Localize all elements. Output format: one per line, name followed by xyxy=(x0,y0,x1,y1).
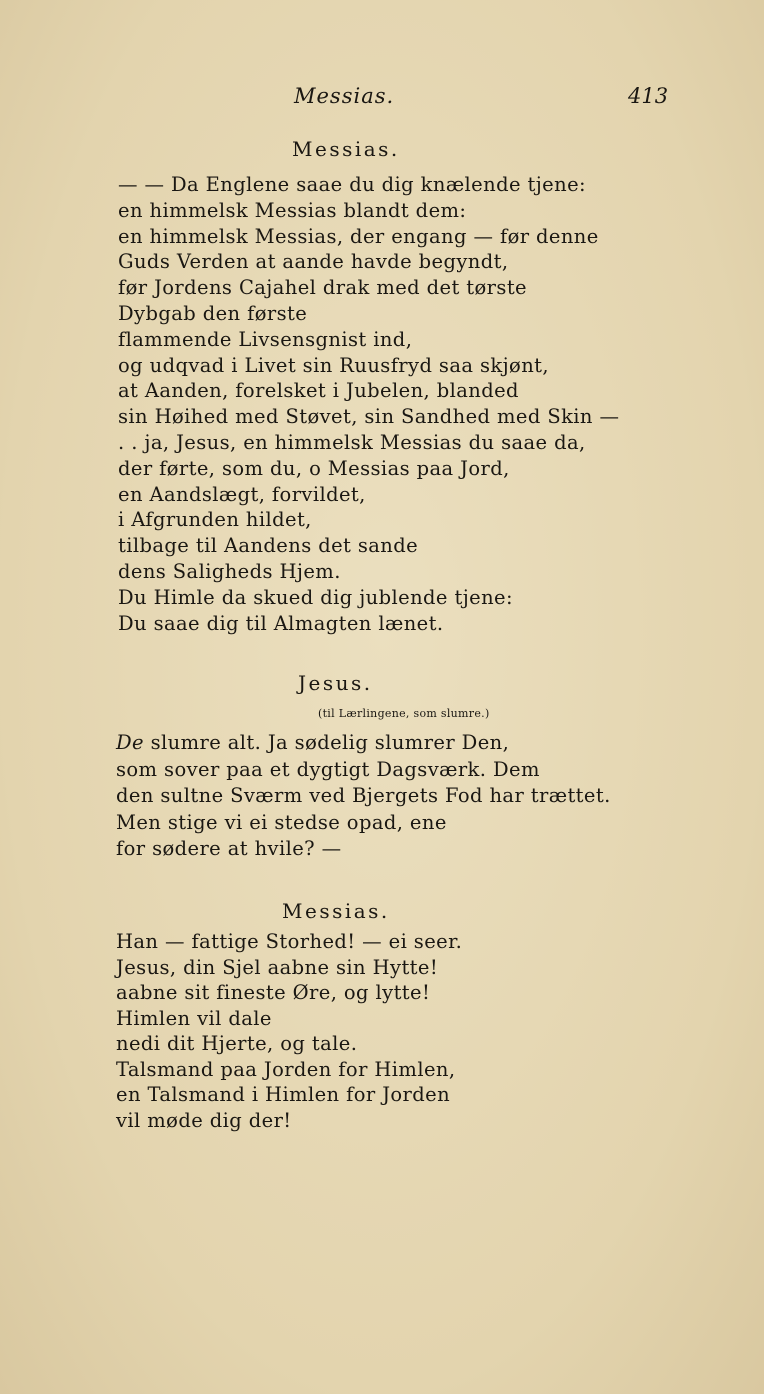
verse-line: Talsmand paa Jorden for Himlen, xyxy=(116,1057,456,1081)
verse-line: Guds Verden at aande havde begyndt, xyxy=(118,250,509,274)
verse-line: flammende Livsensgnist ind, xyxy=(118,327,413,351)
verse-line: Men stige vi ei stedse opad, ene xyxy=(116,810,447,834)
verse-line: Du Himle da skued dig jublende tjene: xyxy=(118,585,513,609)
verse-line: en Aandslægt, forvildet, xyxy=(118,482,366,506)
speaker-name: Messias. xyxy=(282,899,390,923)
verse-line-rest: slumre alt. Ja sødelig slumrer Den, xyxy=(143,731,510,754)
verse-line: — — Da Englene saae du dig knælende tjene: xyxy=(118,173,586,196)
verse-line: som sover paa et dygtigt Dagsværk. Dem xyxy=(116,757,540,781)
verse-line: en himmelsk Messias blandt dem: xyxy=(118,198,467,222)
verse-block xyxy=(118,172,619,636)
verse-first-word: De xyxy=(116,731,144,754)
verse-line: Jesus, din Sjel aabne sin Hytte! xyxy=(116,955,439,979)
verse-line: dens Saligheds Hjem. xyxy=(118,559,341,583)
verse-line: i Afgrunden hildet, xyxy=(118,508,312,532)
verse-line: en himmelsk Messias, der engang — før denne xyxy=(118,224,599,248)
verse-line: tilbage til Aandens det sande xyxy=(118,534,419,558)
page-number: 413 xyxy=(628,84,669,108)
verse-line: sin Høihed med Støvet, sin Sandhed med Skin — xyxy=(118,405,620,429)
verse-line: Du saae dig til Almagten lænet. xyxy=(118,611,444,635)
verse-line: at Aanden, forelsket i Jubelen, blanded xyxy=(118,379,519,403)
verse-line: den sultne Sværm ved Bjergets Fod har trættet. xyxy=(116,784,611,807)
stage-direction: (til Lærlingene, som slumre.) xyxy=(318,707,490,720)
verse-block xyxy=(116,929,462,1133)
speaker-name: Jesus. xyxy=(298,671,373,695)
verse-line xyxy=(116,730,611,757)
verse-line: for sødere at hvile? — xyxy=(116,837,342,860)
verse-line: nedi dit Hjerte, og tale. xyxy=(116,1032,358,1055)
verse-line: der førte, som du, o Messias paa Jord, xyxy=(118,456,510,480)
verse-line: Himlen vil dale xyxy=(116,1006,272,1030)
verse-line: vil møde dig der! xyxy=(116,1108,292,1132)
verse-line: aabne sit fineste Øre, og lytte! xyxy=(116,981,431,1004)
verse-line: Dybgab den første xyxy=(118,301,308,325)
verse-line: . . ja, Jesus, en himmelsk Messias du saae da, xyxy=(118,430,586,454)
verse-line: før Jordens Cajahel drak med det tørste xyxy=(118,276,527,300)
verse-line: Han — fattige Storhed! — ei seer. xyxy=(116,930,463,953)
speaker-name: Messias. xyxy=(292,137,400,161)
verse-line: og udqvad i Livet sin Ruusfryd saa skjønt, xyxy=(118,353,549,377)
running-title: Messias. xyxy=(294,84,395,108)
verse-line: en Talsmand i Himlen for Jorden xyxy=(116,1083,451,1106)
verse-block xyxy=(116,730,611,863)
running-head xyxy=(0,84,764,118)
